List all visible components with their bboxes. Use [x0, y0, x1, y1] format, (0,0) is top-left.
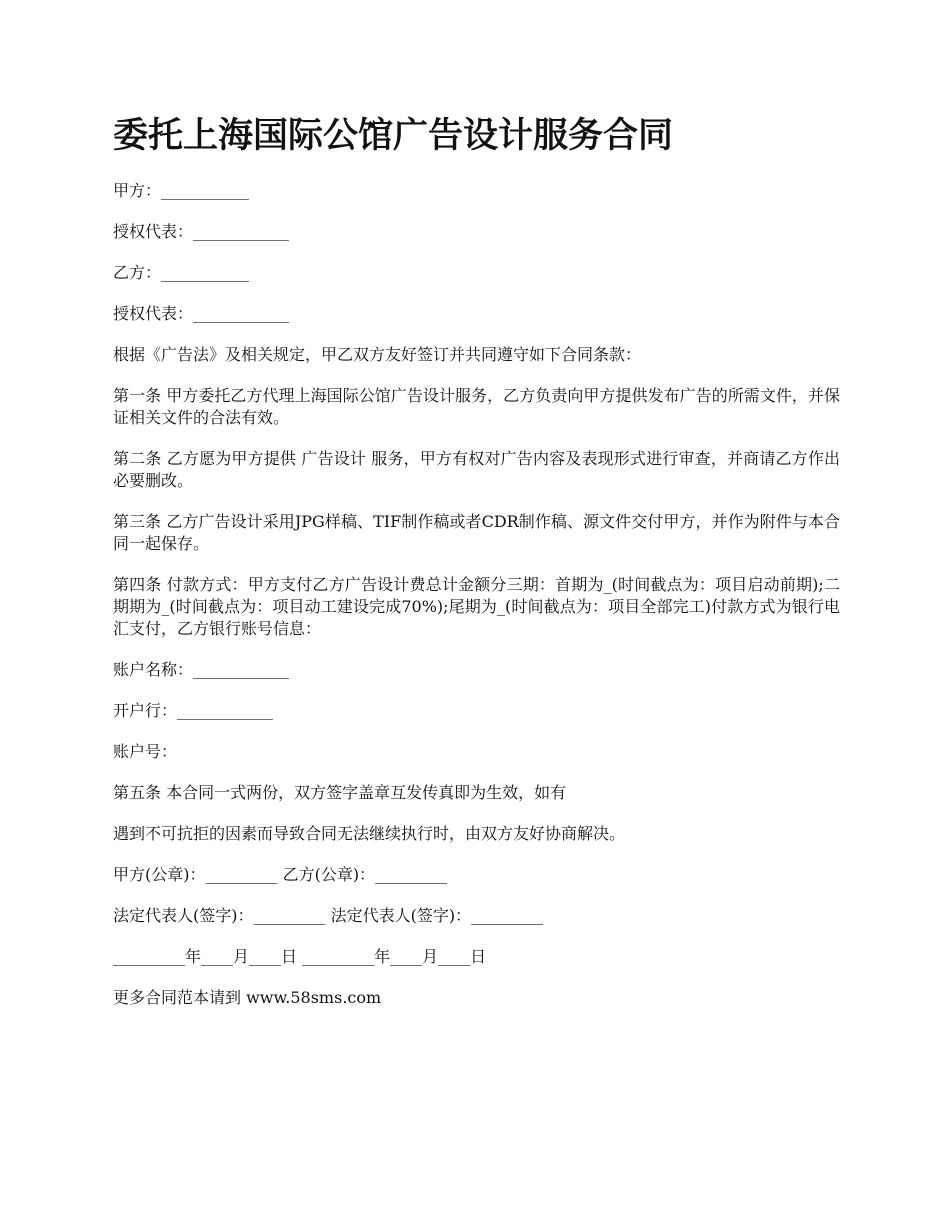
article-3-paragraph: 第三条 乙方广告设计采用JPG样稿、TIF制作稿或者CDR制作稿、源文件交付甲方，并作为附件与本合同一起保存。 [113, 512, 840, 553]
party-a-representative-line: 授权代表：____________ [113, 222, 290, 241]
article-4-paragraph: 第四条 付款方式：甲方支付乙方广告设计费总计金额分三期：首期为_(时间截点为：项目启动前期);二期期为_(时间截点为：项目动工建设完成70%);尾期为_(时间截点为：项目全部完工)付款方式为银行电汇支付，乙方银行账号信息： [113, 575, 840, 638]
document-title: 委托上海国际公馆广告设计服务合同 [113, 115, 674, 156]
account-name-line: 账户名称：____________ [113, 660, 290, 679]
seal-line: 甲方(公章)：_________ 乙方(公章)：_________ [113, 865, 448, 884]
article-5-paragraph: 第五条 本合同一式两份，双方签字盖章互发传真即为生效，如有 [113, 783, 567, 802]
preamble-paragraph: 根据《广告法》及相关规定，甲乙双方友好签订并共同遵守如下合同条款： [113, 345, 642, 364]
party-b-representative-line: 授权代表：____________ [113, 304, 290, 323]
date-line: _________年____月____日 _________年____月____日 [113, 947, 487, 966]
bank-line: 开户行：____________ [113, 701, 274, 720]
party-b-line: 乙方：___________ [113, 263, 250, 282]
document-page [113, 112, 840, 1028]
account-number-line: 账户号： [113, 742, 178, 761]
force-majeure-paragraph: 遇到不可抗拒的因素而导致合同无法继续执行时，由双方友好协商解决。 [113, 824, 626, 843]
article-2-paragraph: 第二条 乙方愿为甲方提供 广告设计 服务，甲方有权对广告内容及表现形式进行审查，并商请乙方作出必要删改。 [113, 449, 840, 490]
footer-more-contracts: 更多合同范本请到 www.58sms.com [113, 988, 382, 1007]
article-1-paragraph: 第一条 甲方委托乙方代理上海国际公馆广告设计服务，乙方负责向甲方提供发布广告的所需文件，并保证相关文件的合法有效。 [113, 386, 840, 427]
party-a-line: 甲方：___________ [113, 181, 250, 200]
signature-line: 法定代表人(签字)：_________ 法定代表人(签字)：_________ [113, 906, 544, 925]
